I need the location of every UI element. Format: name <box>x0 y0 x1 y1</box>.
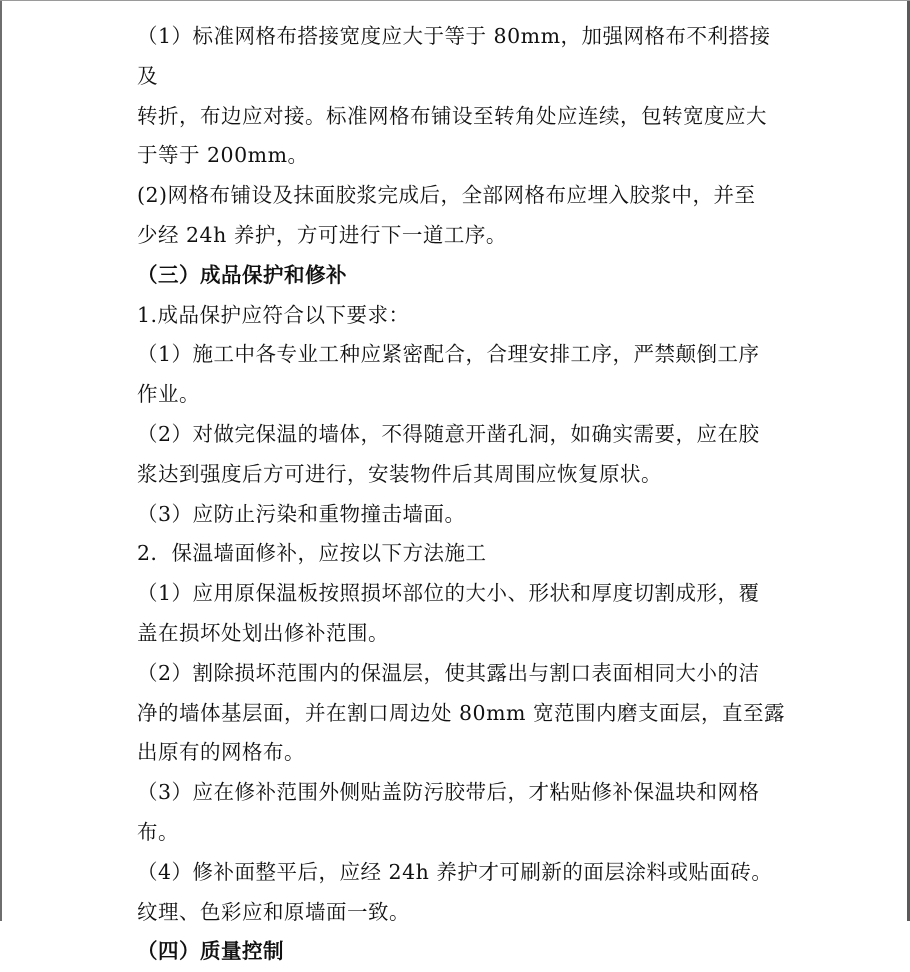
section-heading: （三）成品保护和修补 <box>137 262 347 287</box>
text-line: （1）标准网格布搭接宽度应大于等于 80mm，加强网格布不利搭接及 <box>137 24 771 88</box>
text-line: 净的墙体基层面，并在割口周边处 80mm 宽范围内磨支面层，直至露 <box>137 700 785 725</box>
section-heading: （四）质量控制 <box>137 939 284 964</box>
text-line: （1）施工中各专业工种应紧密配合，合理安排工序，严禁颠倒工序 <box>137 342 760 367</box>
text-line: （3）应防止污染和重物撞击墙面。 <box>137 501 466 526</box>
text-line: 1.成品保护应符合以下要求： <box>137 302 410 327</box>
text-line: （2）割除损坏范围内的保温层，使其露出与割口表面相同大小的洁 <box>137 660 760 685</box>
text-line: (2)网格布铺设及抹面胶浆完成后，全部网格布应埋入胶浆中，并至 <box>137 183 756 208</box>
text-line: 出原有的网格布。 <box>137 740 305 765</box>
text-line: 浆达到强度后方可进行，安装物件后其周围应恢复原状。 <box>137 461 662 486</box>
text-line: 2．保温墙面修补，应按以下方法施工 <box>137 541 487 566</box>
text-line: （4）修补面整平后，应经 24h 养护才可刷新的面层涂料或贴面砖。 <box>137 859 773 884</box>
text-line: 转折，布边应对接。标准网格布铺设至转角处应连续，包转宽度应大 <box>137 103 767 128</box>
text-line: （3）应在修补范围外侧贴盖防污胶带后，才粘贴修补保温块和网格 <box>137 780 760 805</box>
document-body <box>137 17 787 972</box>
text-line: 作业。 <box>137 382 200 407</box>
text-line: 布。 <box>137 819 179 844</box>
text-line: 少经 24h 养护，方可进行下一道工序。 <box>137 222 507 247</box>
text-line: 于等于 200mm。 <box>137 143 309 168</box>
text-line: 盖在损坏处划出修补范围。 <box>137 620 389 645</box>
text-line: （2）对做完保温的墙体，不得随意开凿孔洞，如确实需要，应在胶 <box>137 421 760 446</box>
text-line: 纹理、色彩应和原墙面一致。 <box>137 899 410 924</box>
text-line: （1）应用原保温板按照损坏部位的大小、形状和厚度切割成形，覆 <box>137 581 760 606</box>
left-border-line <box>0 1 2 921</box>
